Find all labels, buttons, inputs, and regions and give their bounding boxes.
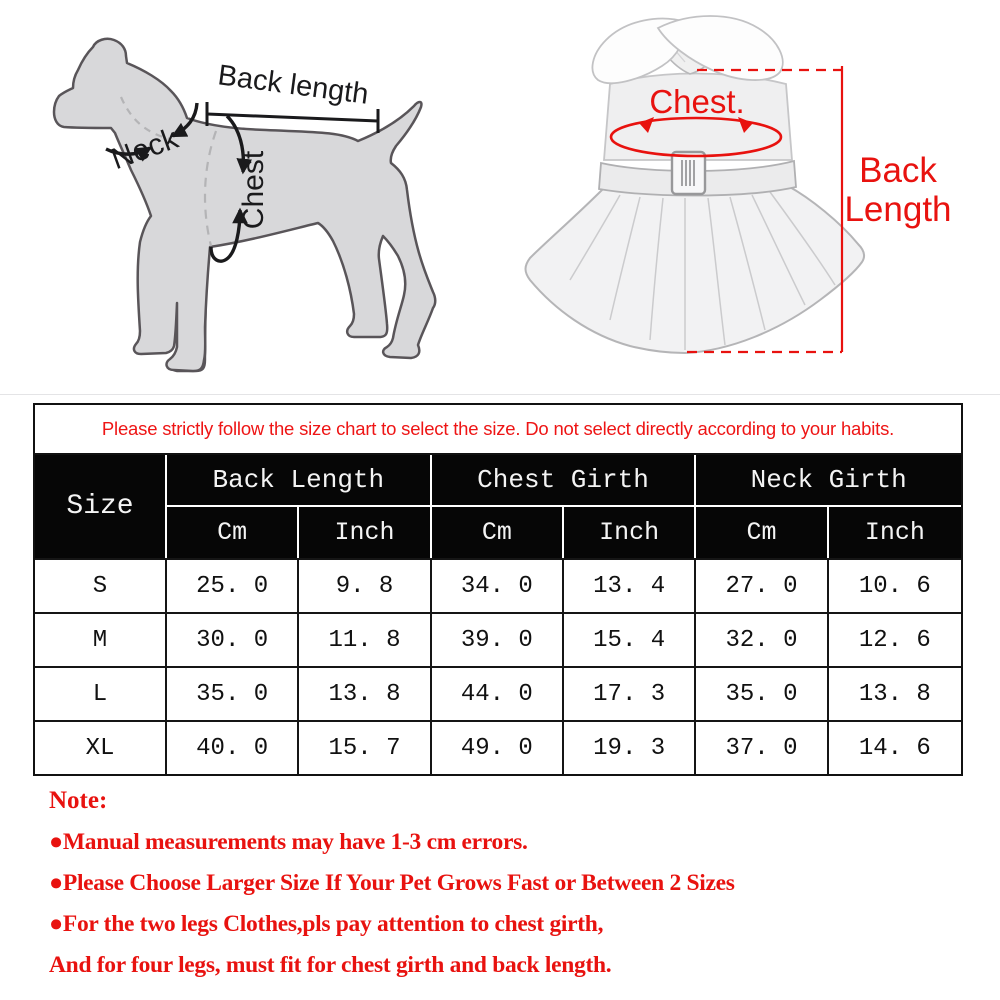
cell-value: 34. 0 — [432, 560, 564, 612]
cell-value: 12. 6 — [858, 626, 931, 654]
header-unit-cm: Cm — [167, 507, 299, 558]
table-row-l — [35, 666, 961, 720]
cell-value: 44. 0 — [432, 668, 564, 720]
table-row-m — [35, 612, 961, 666]
chest-label: Chest — [237, 150, 270, 230]
cell-value: 32. 0 — [696, 614, 828, 666]
cell-value: 17. 3 — [564, 668, 696, 720]
cell-value: 25. 0 — [167, 560, 299, 612]
cell-value: 9. 8 — [299, 560, 431, 612]
cell-value: 35. 0 — [167, 668, 299, 720]
note-line: ●Manual measurements may have 1-3 cm errors. — [49, 829, 528, 855]
cell-value: 39. 0 — [432, 614, 564, 666]
cell-value: 13. 4 — [564, 560, 696, 612]
header-unit-inch: Inch — [299, 507, 431, 558]
size-table-header — [35, 455, 961, 558]
dress-measure-diagram — [500, 0, 1000, 395]
dress-back-label: Back — [859, 151, 937, 190]
note-line: And for four legs, must fit for chest girth and back length. — [49, 952, 612, 978]
cell-value: 15. 7 — [299, 722, 431, 774]
header-unit-inch: Inch — [864, 518, 925, 547]
cell-value: 49. 0 — [432, 722, 564, 774]
cell-value: 19. 3 — [564, 722, 696, 774]
cell-value: 30. 0 — [167, 614, 299, 666]
header-back-length: Back Length — [167, 455, 432, 507]
header-unit-cm: Cm — [432, 507, 564, 558]
cell-size: XL — [35, 722, 167, 774]
notes-title: Note: — [49, 787, 108, 814]
cell-value: 27. 0 — [696, 560, 828, 612]
section-divider — [0, 394, 1000, 395]
table-row-s — [35, 558, 961, 612]
cell-value: 15. 4 — [564, 614, 696, 666]
size-notice: Please strictly follow the size chart to select the size. Do not select directly according to your habits. — [35, 405, 961, 455]
back-length-label: Back length — [215, 59, 371, 111]
neck-label: Neck — [106, 121, 183, 177]
size-table-body — [35, 558, 961, 774]
cell-size: M — [35, 614, 167, 666]
dress-length-label: Length — [844, 190, 952, 229]
dress-chest-label: Chest. — [649, 83, 745, 120]
header-neck-girth: Neck Girth — [696, 455, 961, 507]
cell-value: 13. 8 — [858, 680, 931, 708]
cell-size: S — [35, 560, 167, 612]
header-unit-inch: Inch — [564, 507, 696, 558]
header-size: Size — [35, 455, 167, 558]
cell-value: 14. 6 — [858, 734, 931, 762]
cell-value: 37. 0 — [696, 722, 828, 774]
size-table — [33, 403, 963, 776]
note-line: ●Please Choose Larger Size If Your Pet Grows Fast or Between 2 Sizes — [49, 870, 735, 896]
cell-value: 35. 0 — [696, 668, 828, 720]
cell-value: 10. 6 — [858, 572, 931, 600]
table-row-xl — [35, 720, 961, 774]
cell-value: 13. 8 — [299, 668, 431, 720]
header-chest-girth: Chest Girth — [432, 455, 697, 507]
belt-buckle — [672, 152, 705, 194]
cell-value: 40. 0 — [167, 722, 299, 774]
note-line: ●For the two legs Clothes,pls pay attention to chest girth, — [49, 911, 604, 937]
cell-value: 11. 8 — [299, 614, 431, 666]
cell-size: L — [35, 668, 167, 720]
notes-section — [49, 787, 949, 994]
header-unit-cm: Cm — [696, 507, 828, 558]
dog-measure-diagram — [0, 0, 500, 395]
